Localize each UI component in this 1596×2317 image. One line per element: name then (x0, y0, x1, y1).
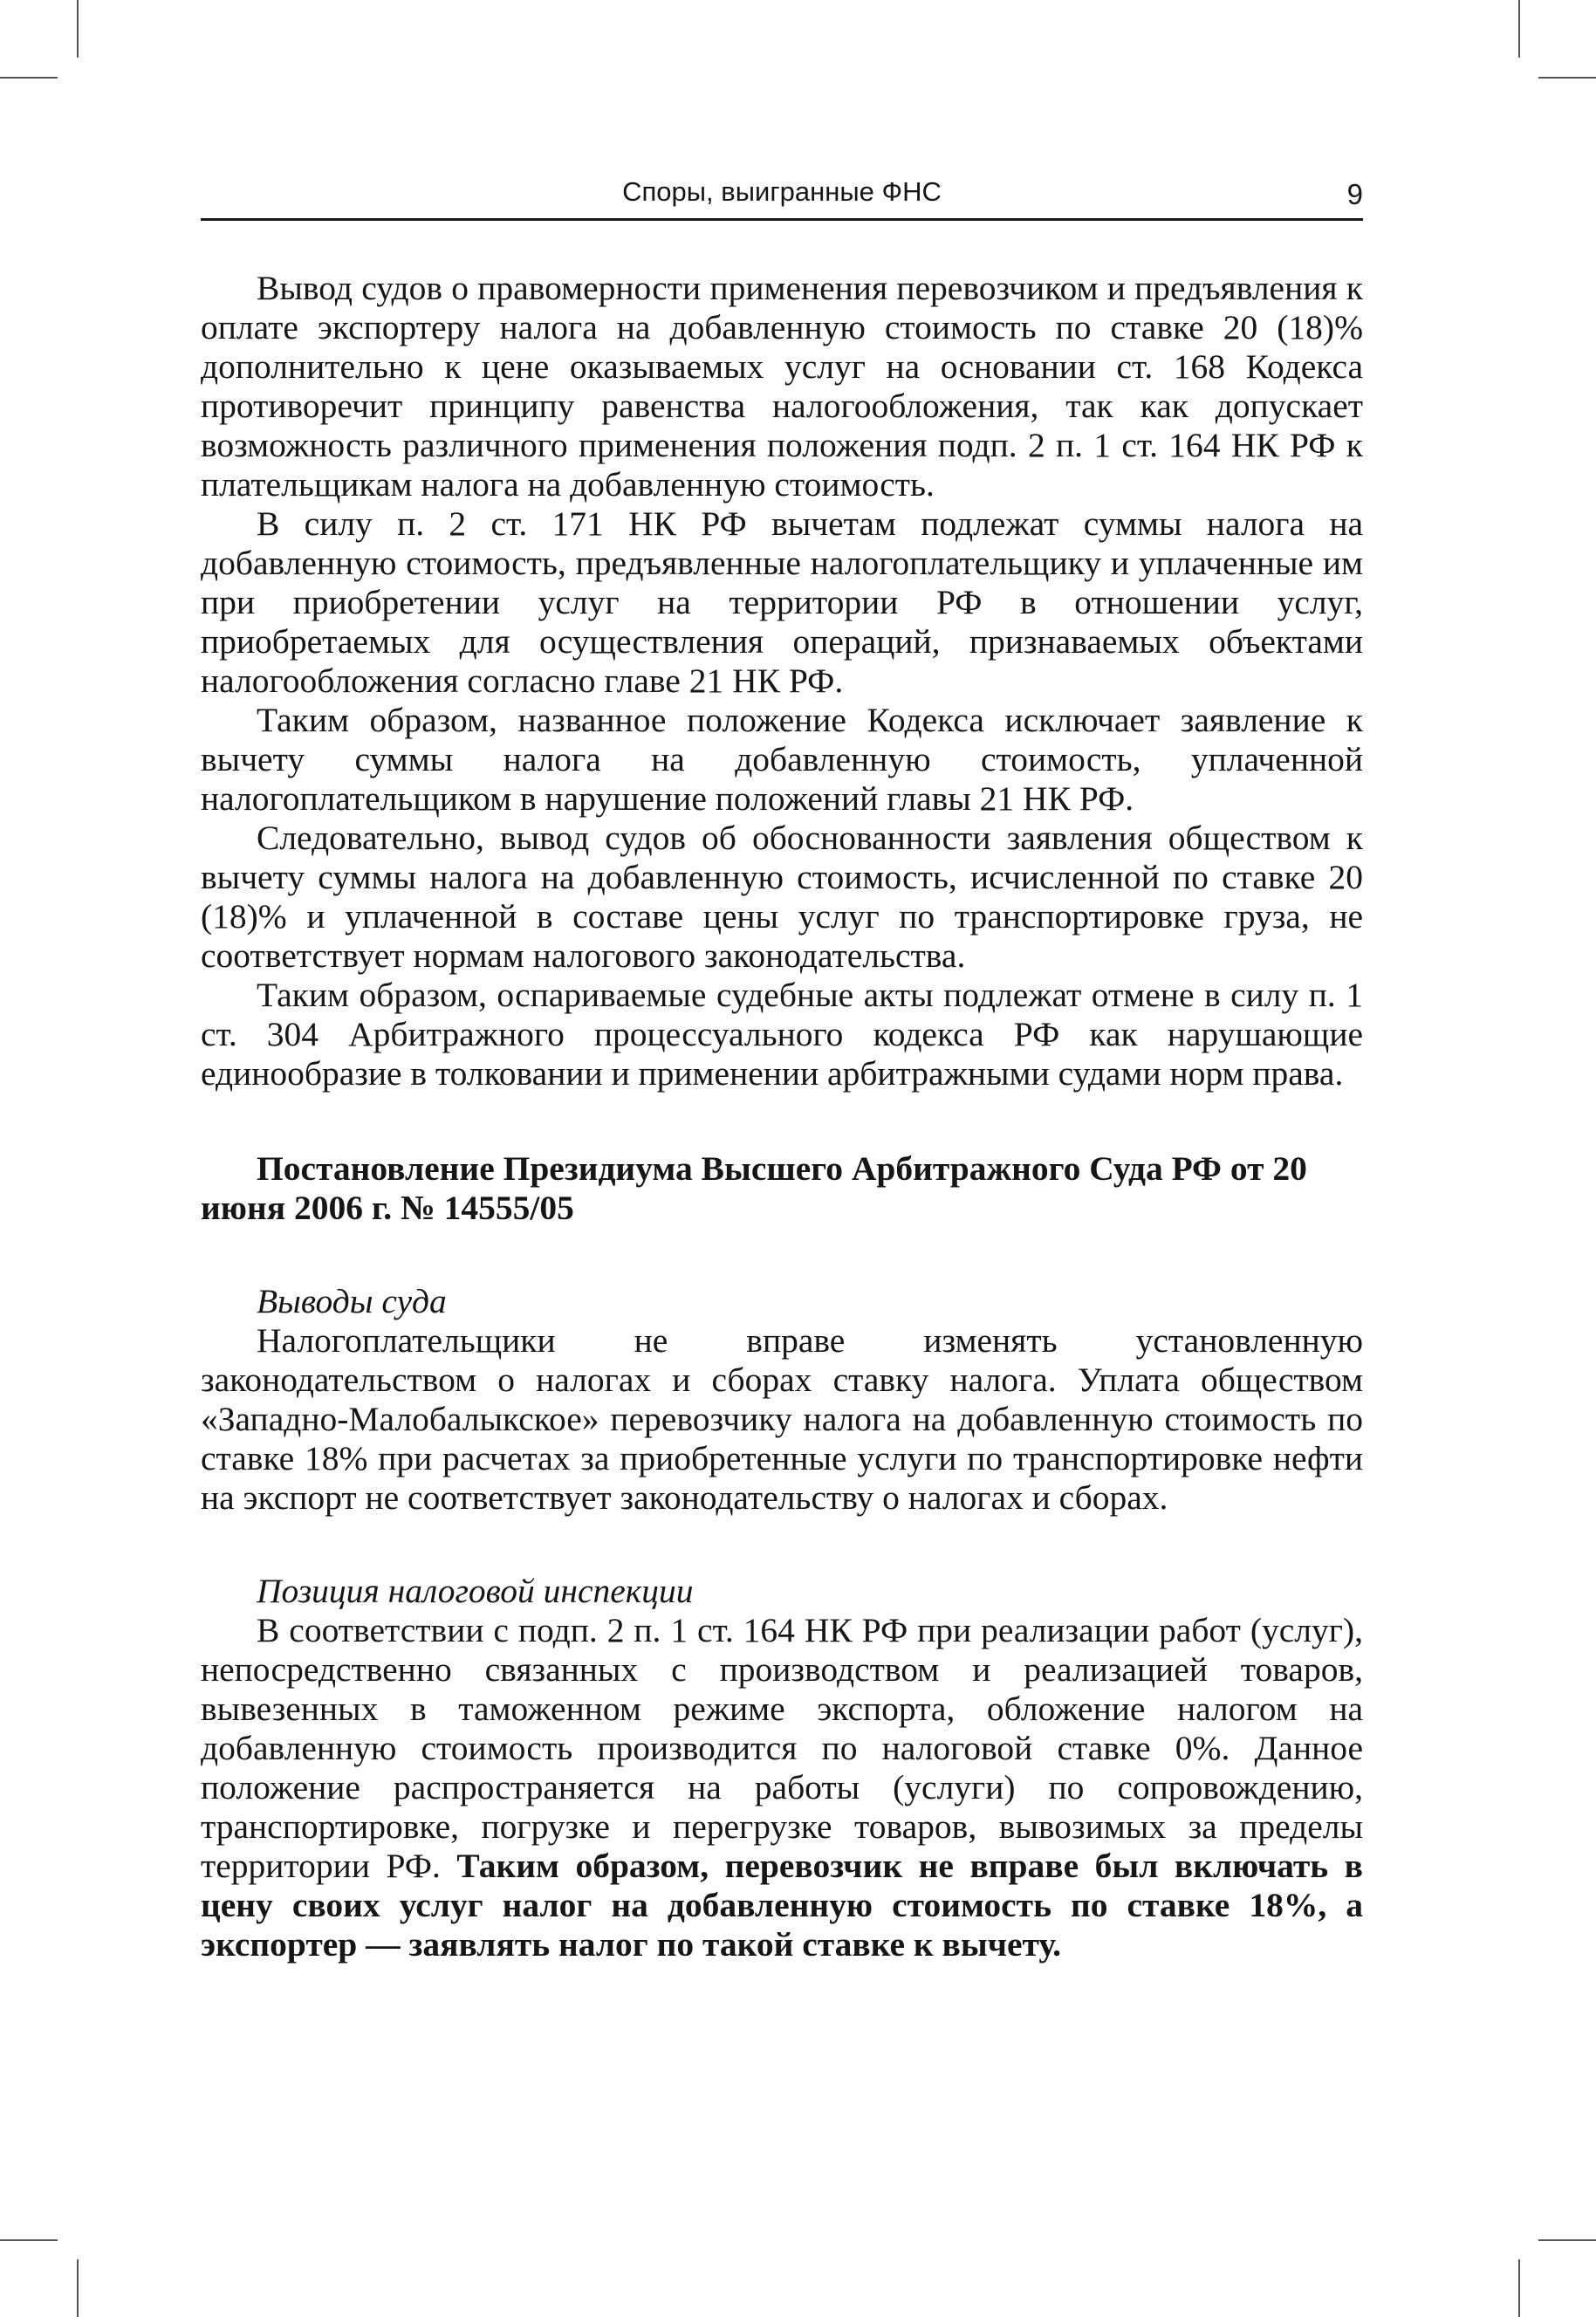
crop-mark-top-left-h (0, 77, 58, 79)
running-header-title: Споры, выигранные ФНС (622, 176, 942, 207)
crop-mark-bottom-left (77, 2259, 79, 2317)
page-body (201, 269, 1363, 1964)
running-header (201, 175, 1363, 221)
inspection-position-paragraph (201, 1611, 1363, 1964)
court-conclusions-label: Выводы суда (257, 1282, 447, 1320)
paragraph-1: Вывод судов о правомерности применения перевозчиком и предъявления к оплате экспортеру налога на добавленную стоимость по ставке 20 (18)% дополнительно к цене оказываемых услуг на основании ст. 168 Кодекса противоречит принципу равенства налогообложения, так как допускает возможность различного применения положения подп. 2 п. 1 ст. 164 НК РФ к плательщикам налога на добавленную стоимость. (201, 269, 1363, 504)
crop-mark-top-left (77, 0, 79, 58)
inspection-position-bold-text: Таким образом, перевозчик не вправе был включать в цену своих услуг налог на добавленную стоимость по ставке 18%, а экспортер — заявлять налог по такой ставке к вычету. (201, 1847, 1363, 1964)
decision-heading: Постановление Президиума Высшего Арбитражного Суда РФ от 20 июня 2006 г. № 14555/05 (201, 1149, 1307, 1227)
inspection-position-label: Позиция налоговой инспекции (257, 1572, 694, 1610)
crop-mark-top-right (1518, 0, 1520, 58)
crop-mark-bottom-right-h (1538, 2239, 1596, 2241)
inspection-position-text: В соответствии с подп. 2 п. 1 ст. 164 НК РФ при реализации работ (услуг), непосредственно связанных с производством и реализацией товаров, вывезенных в таможенном режиме экспорта, обложение налогом на добавленную стоимость производится по налоговой ставке 0%. Данное положение распространяется на работы (услуги) по сопровождению, транспортировке, погрузке и перегрузке товаров, вывозимых за пределы территории РФ. (201, 1611, 1363, 1885)
crop-mark-bottom-right (1518, 2259, 1520, 2317)
paragraph-2: В силу п. 2 ст. 171 НК РФ вычетам подлежат суммы налога на добавленную стоимость, предъявленные налогоплательщику и уплаченные им при приобретении услуг на территории РФ в отношении услуг, приобретаемых для осуществления операций, признаваемых объектами налогообложения согласно главе 21 НК РФ. (201, 504, 1363, 700)
crop-mark-top-right-h (1538, 77, 1596, 79)
paragraph-4: Следовательно, вывод судов об обоснованности заявления обществом к вычету суммы налога на добавленную стоимость, исчисленной по ставке 20 (18)% и уплаченной в составе цены услуг по транспортировке груза, не соответствует нормам налогового законодательства. (201, 819, 1363, 975)
crop-mark-bottom-left-h (0, 2239, 58, 2241)
paragraph-3: Таким образом, названное положение Кодекса исключает заявление к вычету суммы налога на добавленную стоимость, уплаченной налогоплательщиком в нарушение положений главы 21 НК РФ. (201, 701, 1363, 818)
paragraph-5: Таким образом, оспариваемые судебные акты подлежат отмене в силу п. 1 ст. 304 Арбитражного процессуального кодекса РФ как нарушающие единообразие в толковании и применении арбитражными судами норм права. (201, 976, 1363, 1093)
court-conclusions-text: Налогоплательщики не вправе изменять установленную законодательством о налогах и сборах ставку налога. Уплата обществом «Западно-Малобалыкское» перевозчику налога на добавленную стоимость по ставке 18% при расчетах за приобретенные услуги по транспортировке нефти на экспорт не соответствует законодательству о налогах и сборах. (201, 1321, 1363, 1517)
page-number: 9 (1346, 178, 1363, 210)
